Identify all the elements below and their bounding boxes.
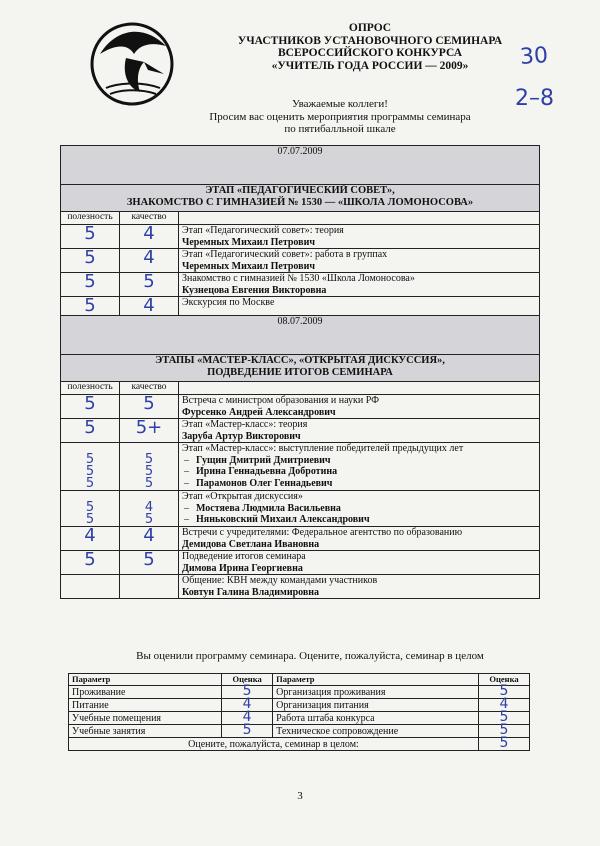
param-header: Параметр: [69, 674, 222, 686]
param-label: Учебные занятия: [69, 725, 222, 738]
usefulness-score[interactable]: 5: [84, 393, 96, 414]
param-grade[interactable]: 5: [242, 683, 252, 699]
usefulness-score[interactable]: 5: [85, 512, 95, 527]
quality-score[interactable]: 5: [143, 271, 155, 292]
event-speaker: Фурсенко Андрей Александрович: [182, 406, 336, 418]
table-row: [61, 419, 540, 443]
event-speaker: Демидова Светлана Ивановна: [182, 538, 320, 550]
event-speaker: Черемных Михаил Петрович: [182, 236, 315, 248]
day-2-date-row: [61, 316, 540, 355]
usefulness-score[interactable]: 5: [85, 500, 95, 515]
grade-header: Оценка: [222, 674, 273, 686]
event-speaker: – Ирина Геннадьевна Добротина: [182, 466, 536, 478]
event-speaker: Заруба Артур Викторович: [182, 430, 301, 442]
usefulness-header: полезность: [61, 382, 120, 395]
table-row: [61, 491, 540, 527]
usefulness-score[interactable]: 5: [85, 464, 95, 479]
event-title: Этап «Мастер-класс»: выступление победителей предыдущих лет: [182, 443, 464, 454]
quality-score[interactable]: 5: [144, 476, 154, 491]
table-row: [61, 395, 540, 419]
quality-score[interactable]: 5: [143, 549, 155, 570]
event-speaker: Ковтун Галина Владимировна: [182, 586, 320, 598]
usefulness-score[interactable]: 5: [84, 295, 96, 316]
quality-score[interactable]: 5+: [135, 417, 163, 438]
event-speaker: Димова Ирина Георгиевна: [182, 562, 303, 574]
quality-score[interactable]: 4: [143, 223, 155, 244]
param-label: Учебные помещения: [69, 712, 222, 725]
event-title: Знакомство с гимназией № 1530 «Школа Ломоносова»: [182, 273, 415, 284]
param-label: Организация питания: [273, 699, 479, 712]
grade-header: Оценка: [479, 674, 530, 686]
day-2-stage-title: ЭТАПЫ «МАСТЕР-КЛАСС», «ОТКРЫТАЯ ДИСКУССИЯ», ПОДВЕДЕНИЕ ИТОГОВ СЕМИНАРА: [61, 355, 540, 382]
event-title: Этап «Педагогический совет»: теория: [182, 225, 344, 236]
event-title: Этап «Мастер-класс»: теория: [182, 419, 308, 430]
param-label: Техническое сопровождение: [273, 725, 479, 738]
param-label: Проживание: [69, 686, 222, 699]
table-row: [61, 551, 540, 575]
handwritten-note-1: 30: [519, 43, 549, 70]
table-row: [61, 575, 540, 599]
day-2-date: 08.07.2009: [61, 316, 540, 355]
page-number: 3: [297, 790, 303, 802]
table-row: [61, 443, 540, 491]
param-grade[interactable]: 5: [499, 722, 509, 738]
event-title: Этап «Педагогический совет»: работа в группах: [182, 249, 388, 260]
param-grade[interactable]: 5: [499, 683, 509, 699]
event-speaker: Кузнецова Евгения Викторовна: [182, 284, 327, 296]
usefulness-score[interactable]: 5: [84, 549, 96, 570]
table-row: [61, 273, 540, 297]
table-row: [69, 712, 530, 725]
table-row: [61, 225, 540, 249]
usefulness-score[interactable]: 5: [85, 476, 95, 491]
event-title: Экскурсия по Москве: [182, 297, 275, 308]
usefulness-score[interactable]: 4: [84, 525, 96, 546]
event-speaker: – Парамонов Олег Геннадьевич: [182, 478, 536, 490]
day-1-date-row: [61, 146, 540, 185]
program-rating-table: [60, 145, 540, 599]
quality-header: качество: [120, 212, 179, 225]
param-grade[interactable]: 4: [242, 696, 252, 712]
quality-score[interactable]: 4: [143, 525, 155, 546]
quality-score[interactable]: 5: [144, 512, 154, 527]
table-row: [61, 297, 540, 316]
param-grade[interactable]: 5: [499, 709, 509, 725]
survey-title: ОПРОС УЧАСТНИКОВ УСТАНОВОЧНОГО СЕМИНАРА ВСЕРОССИЙСКОГО КОНКУРСА «УЧИТЕЛЬ ГОДА РОССИИ — 2009»: [237, 22, 503, 72]
param-header: Параметр: [273, 674, 479, 686]
table-row: [69, 738, 530, 751]
event-speaker: – Гущин Дмитрий Дмитриевич: [182, 455, 536, 467]
param-label: Организация проживания: [273, 686, 479, 699]
overall-grade[interactable]: 5: [499, 735, 509, 751]
event-title: Общение: КВН между командами участников: [182, 575, 378, 586]
event-speaker: Черемных Михаил Петрович: [182, 260, 315, 272]
usefulness-score[interactable]: 5: [84, 417, 96, 438]
event-title: Встреча с министром образования и науки РФ: [182, 395, 380, 406]
quality-score[interactable]: 4: [144, 500, 154, 515]
quality-score[interactable]: 4: [143, 247, 155, 268]
day-2-stage-row: [61, 355, 540, 382]
table-row: [69, 725, 530, 738]
table-row: [69, 686, 530, 699]
quality-header: качество: [120, 382, 179, 395]
event-speaker: – Няньковский Михаил Александрович: [182, 514, 536, 526]
quality-score[interactable]: 5: [144, 452, 154, 467]
event-title: Этап «Открытая дискуссия»: [182, 491, 303, 502]
usefulness-header: полезность: [61, 212, 120, 225]
param-grade[interactable]: 5: [242, 722, 252, 738]
param-label: Питание: [69, 699, 222, 712]
usefulness-score[interactable]: 5: [85, 452, 95, 467]
usefulness-score[interactable]: 5: [84, 271, 96, 292]
event-speaker: – Мостяева Людмила Васильевна: [182, 503, 536, 515]
intro-text: Уважаемые коллеги! Просим вас оценить мероприятия программы семинара по пятибалльной шкале: [209, 98, 471, 135]
overall-prompt: Вы оценили программу семинара. Оцените, пожалуйста, семинар в целом: [136, 650, 484, 662]
event-title: Встречи с учредителями: Федеральное агентство по образованию: [182, 527, 463, 538]
param-grade[interactable]: 4: [242, 709, 252, 725]
quality-score[interactable]: 4: [143, 295, 155, 316]
table-row: [69, 699, 530, 712]
usefulness-score[interactable]: 5: [84, 247, 96, 268]
pelican-logo-icon: [86, 18, 178, 108]
quality-score[interactable]: 5: [143, 393, 155, 414]
overall-label: Оцените, пожалуйста, семинар в целом:: [69, 738, 479, 751]
param-grade[interactable]: 4: [499, 696, 509, 712]
usefulness-score[interactable]: 5: [84, 223, 96, 244]
event-title: Подведение итогов семинара: [182, 551, 306, 562]
quality-score[interactable]: 5: [144, 464, 154, 479]
day-1-date: 07.07.2009: [61, 146, 540, 185]
table-row: [61, 527, 540, 551]
param-label: Работа штаба конкурса: [273, 712, 479, 725]
overall-rating-table: [68, 673, 530, 751]
day-1-stage-title: ЭТАП «ПЕДАГОГИЧЕСКИЙ СОВЕТ», ЗНАКОМСТВО С ГИМНАЗИЕЙ № 1530 — «ШКОЛА ЛОМОНОСОВА»: [61, 185, 540, 212]
day-1-stage-row: [61, 185, 540, 212]
table-row: [61, 249, 540, 273]
handwritten-note-2: 2–8: [515, 86, 554, 111]
